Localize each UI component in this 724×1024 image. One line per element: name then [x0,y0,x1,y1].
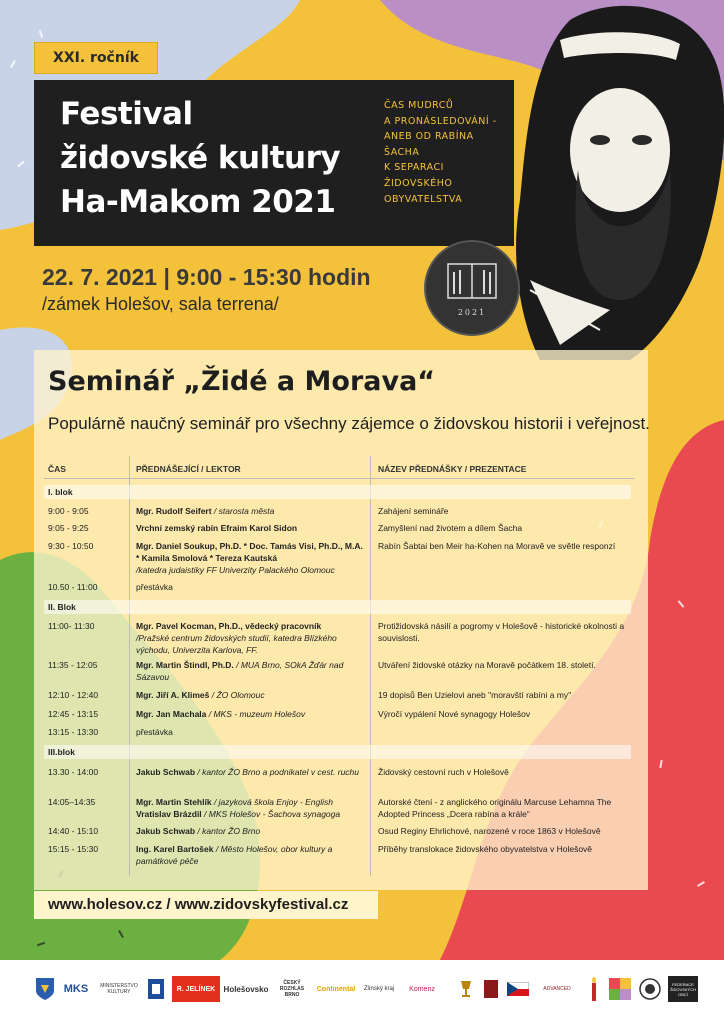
subtitle-line: A PRONÁSLEDOVÁNÍ - [384,115,497,127]
row-speaker: Mgr. Pavel Kocman, Ph.D., vědecký pracovník /Pražské centrum židovských studií, katedra Blízkého východu, Univerzita Karlova, FF. [136,621,337,655]
row-time: 12:45 - 13:15 [48,709,99,719]
divider [370,456,371,876]
emblem-icon [146,976,166,1002]
festival-title [60,92,380,224]
subtitle-line: ŠACHA [384,146,420,158]
row-time: 15:15 - 15:30 [48,844,99,854]
row-time: 11:00- 11:30 [48,621,95,631]
event-date: 22. 7. 2021 | 9:00 - 15:30 hodin [42,264,371,290]
row-speaker: Jakub Schwab / kantor ŽO Brno [136,826,261,836]
colorful-square-icon [608,976,632,1002]
sponsor-logo: MINISTERSTVO KULTURY [100,983,138,995]
row-time: 12:10 - 12:40 [48,690,99,700]
crest-icon [482,976,500,1002]
cup-icon [458,976,474,1002]
row-topic: Zamyšlení nad životem a dílem Šacha [378,523,523,533]
rabbi-portrait-illustration [500,0,724,360]
row-speaker: Ing. Karel Bartošek / Město Holešov, obor kultury a památkové péče [136,844,333,866]
website-links[interactable]: www.holesov.cz / www.zidovskyfestival.cz [48,896,349,913]
sponsor-logo: MKS [63,983,89,995]
festival-subtitle [384,98,510,207]
row-topic: Osud Reginy Ehrlichové, narozené v roce 1863 v Holešově [378,826,601,836]
row-speaker: přestávka [136,582,173,592]
row-topic: Protižidovská násilí a pogromy v Holešově - historické okolnosti a souvislosti. [378,621,625,643]
sponsor-logo: Holešovsko [224,984,268,994]
row-speaker: Mgr. Martin Stehlík / jazyková škola Enjoy - English Vratislav Brázdil / MKS Holešov - Šachova synagoga [136,797,341,819]
row-topic: 19 dopisů Ben Uzielovi aneb "moravští rabíni a my" [378,690,572,700]
festival-seal-logo [424,240,520,336]
seal-year: 2021 [457,308,487,317]
row-time: 9:30 - 10:50 [48,541,94,551]
row-time: 9:00 - 9:05 [48,506,89,516]
row-time: 9:05 - 9:25 [48,523,89,533]
row-time: 11:35 - 12:05 [48,660,98,670]
row-speaker: Vrchní zemský rabín Efraim Karol Sidon [136,523,298,533]
candle-icon [586,976,602,1002]
header-speaker: PŘEDNÁŠEJÍCÍ / LEKTOR [136,464,241,474]
sponsor-logo: ČESKÝ ROZHLAS BRNO [279,980,305,998]
holesov-coat-of-arms-icon [34,976,56,1002]
block-1-label: I. blok [44,485,631,499]
edition-badge: XXI. ročník [34,42,158,74]
row-speaker: Mgr. Jiří A. Klimeš / ŽO Olomouc [136,690,265,700]
hands-book-icon [426,242,518,334]
sponsor-logo: Komenz [409,985,435,993]
divider [44,478,634,479]
row-topic: Utváření židovské otázky na Moravě počátkem 18. století. [378,660,596,670]
row-speaker: Mgr. Jan Machala / MKS - muzeum Holešov [136,709,306,719]
subtitle-line: K SEPARACI [384,162,444,174]
title-line-3: Ha-Makom 2021 [60,184,336,220]
subtitle-line: ČAS MUDRCŮ [384,100,454,111]
row-time: 10.50 - 11:00 [48,582,98,592]
flag-icon [506,976,530,1002]
subtitle-line: ŽIDOVSKÉHO [384,177,453,189]
sponsor-logo: Zlínský kraj [363,986,395,992]
row-speaker: přestávka [136,727,173,737]
row-topic: Zahájení semináře [378,506,449,516]
row-topic: Příběhy translokace židovského obyvatelstva v Holešově [378,844,593,854]
row-time: 13:15 - 13:30 [48,727,99,737]
header-time: ČAS [48,464,66,474]
row-time: 14:05–14:35 [48,797,96,807]
seminar-title: Seminář „Židé a Morava“ [48,366,436,397]
sponsor-logo: Continental [316,985,356,993]
sponsor-logo: R. JELÍNEK [172,976,220,1002]
row-topic: Autorské čtení - z anglického originálu Marcuse Lehamna The Adopted Princess „Dcera rabína a krále“ [378,797,612,819]
block-2-label: II. Blok [44,600,631,614]
divider [129,456,130,876]
row-speaker: Mgr. Martin Štindl, Ph.D. / MUA Brno, SOkA Žďár nad Sázavou [136,660,344,682]
seminar-subtitle: Populárně naučný seminář pro všechny zájemce o židovskou historii i veřejnost. [48,414,650,433]
row-topic: Židovský cestovní ruch v Holešově [378,767,509,777]
title-line-2: židovské kultury [60,140,341,176]
row-time: 13.30 - 14:00 [48,767,99,777]
row-speaker: Mgr. Rudolf Seifert / starosta města [136,506,275,516]
round-seal-icon [638,976,662,1002]
event-place: /zámek Holešov, sala terrena/ [42,294,279,314]
subtitle-line: OBYVATELSTVA [384,193,463,205]
title-line-1: Festival [60,96,193,132]
sponsor-logo: FEDERACE ŽIDOVSKÝCH OBCÍ [668,976,698,1002]
row-speaker: Mgr. Daniel Soukup, Ph.D. * Doc. Tamás Visi, Ph.D., M.A. * Kamila Smolová * Tereza Kautská /katedra judaistiky FF Univerzity Palackého Olomouc [136,541,363,575]
row-topic: Rabín Šabtai ben Meir ha-Kohen na Moravě ve světle responzí [378,541,616,551]
block-3-label: III.blok [44,745,631,759]
sponsor-logo: ADVANCED [543,986,571,992]
subtitle-line: ANEB OD RABÍNA [384,131,474,143]
row-speaker: Jakub Schwab / kantor ŽO Brno a podnikatel v cest. ruchu [136,767,360,777]
header-topic: NÁZEV PŘEDNÁŠKY / PREZENTACE [378,464,527,474]
row-topic: Výročí vypálení Nové synagogy Holešov [378,709,531,719]
row-time: 14:40 - 15:10 [48,826,99,836]
